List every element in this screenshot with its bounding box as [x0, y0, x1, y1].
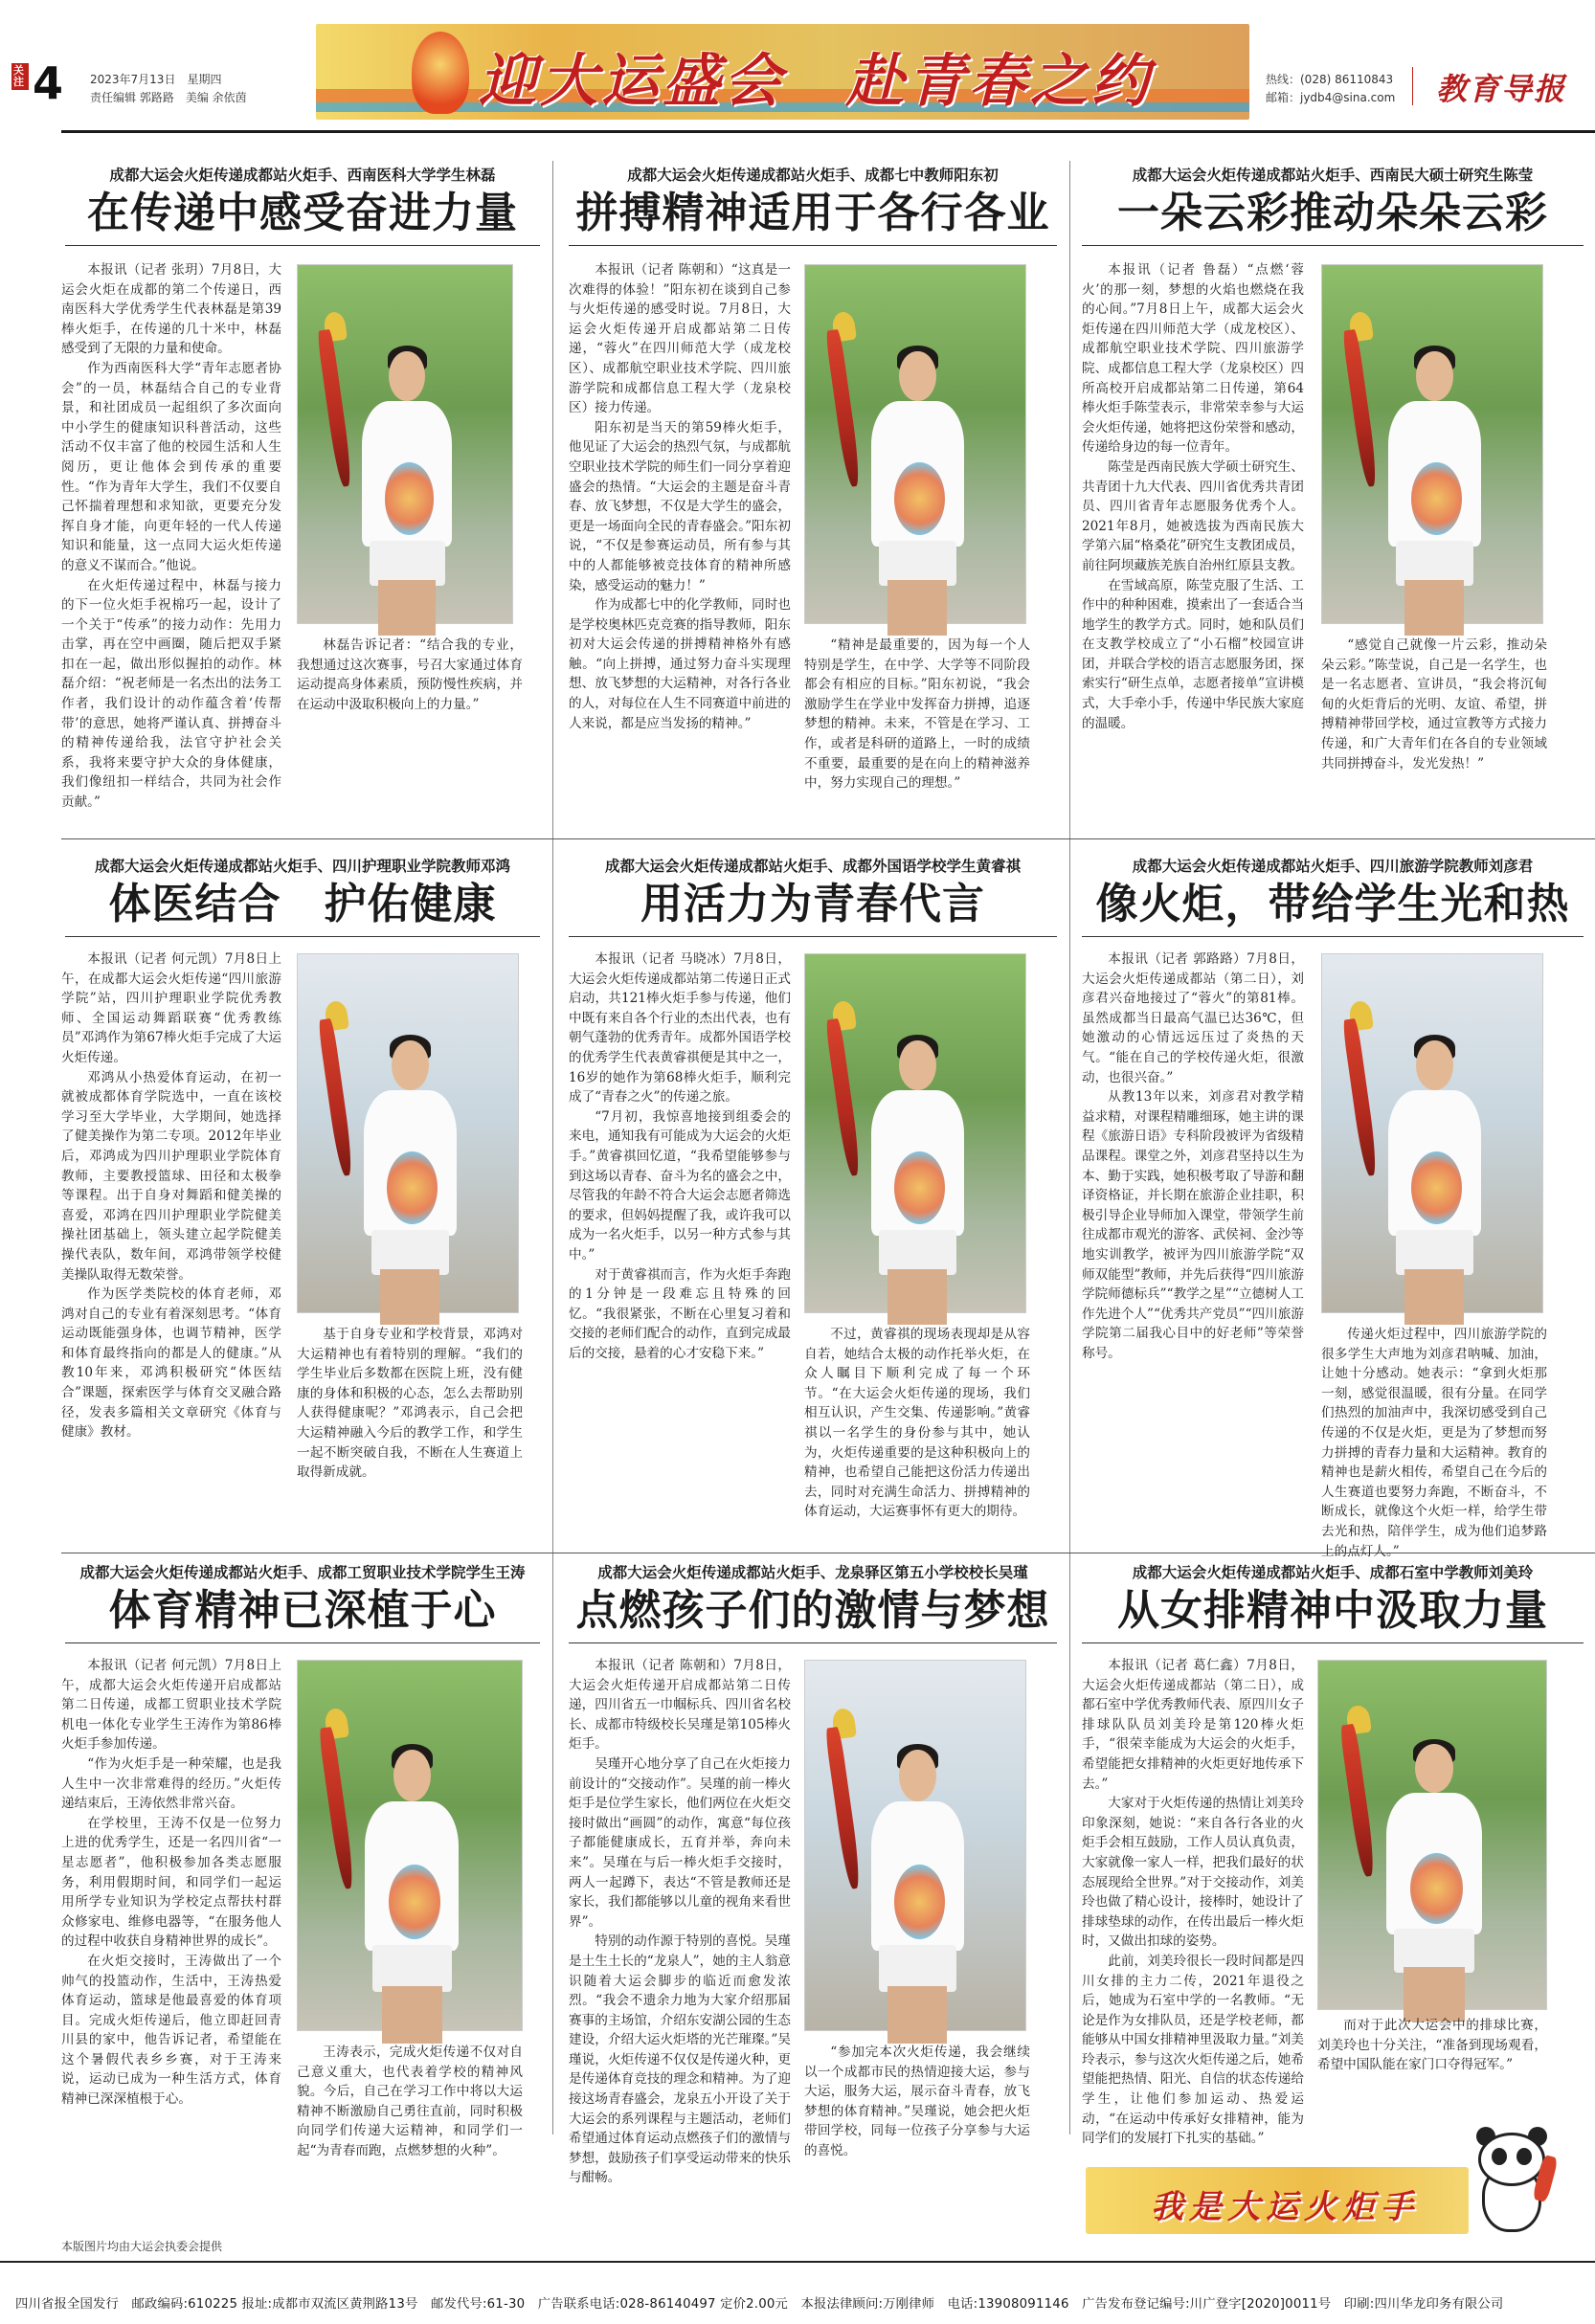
torchbearer-photo [297, 264, 513, 624]
article-body: 本报讯（记者 何元凯）7月8日上午，成都大运会火炬传递开启成都站第二日传递，成都工贸职业技术学院机电一体化专业学生王涛作为第86棒火炬手参加传递。 “作为火炬手是一种荣耀，也是我人生中一次非常难得的经历。”火炬传递结束后，王涛依然非常兴奋。 在学校里，王涛不仅是一位努力上进的优秀学生，还是一名四川省“一星志愿者”，他积极参加各类志愿服务，利用假期时间，和同学们一起运用所学专业知识为学校定点帮扶村群众修家电、维修电器等，“在服务他人的过程中收获自身精神世界的成长”。 在火炬交接时，王涛做出了一个帅气的投篮动作，生活中，王涛热爱体育运动，篮球是他最喜爱的体育项目。完成火炬传递后，他立即赶回青川县的家中，他告诉记者，希望能在这个暑假代表乡乡赛，对于王涛来说，运动已成为一种生活方式，体育精神已深深植根于心。 [61, 1658, 281, 2108]
torchbearer-photo [804, 1660, 1026, 2031]
article-body-cont: 林磊告诉记者：“结合我的专业，我想通过这次赛事，号召大家通过体育运动提高身体素质，预防慢性疾病，并在运动中汲取积极向上的力量。” [297, 637, 523, 712]
article-headline: 在传递中感受奋进力量 [87, 189, 518, 237]
article-liu-yanjun [1078, 856, 1587, 945]
article-yang-dongchu [565, 165, 1061, 254]
article-body-cont: 不过，黄睿祺的现场表现却是从容自若，她结合太极的动作托举火炬，在众人瞩目下顺利完成了每一个环节。“在大运会火炬传递的现场，我们相互认识，产生交集、传递影响。”黄睿祺以一名学生的身份参与其中，她认为，火炬传递重要的是这种积极向上的精神，也希望自己能把这份活力传递出去，同时对充满生命活力、拼搏精神的体育运动，大运赛事怀有更大的期待。 [804, 1327, 1030, 1520]
article-body-cont: 基于自身专业和学校背景，邓鸿对大运精神也有着特别的理解。“我们的学生毕业后多数都在医院上班，没有健康的身体和积极的心态，怎么去帮助别人获得健康呢？”邓鸿表示，自己会把大运精神融入今后的教学工作，和学生一起不断突破自我，不断在人生赛道上取得新成就。 [297, 1327, 523, 1481]
article-chen-ying [1078, 165, 1587, 254]
banner-slogan: 迎大运盛会 赴青春之约 [479, 48, 1153, 115]
article-deng-hong [61, 856, 544, 945]
article-lin-lei [61, 165, 544, 254]
email: 邮箱：jydb4@sina.com [1266, 91, 1396, 104]
issue-meta [90, 71, 247, 107]
article-body: 本报讯（记者 张玥）7月8日，大运会火炬在成都的第二个传递日，西南医科大学优秀学生代表林磊是第39棒火炬手，在传递的几十米中，林磊感受到了无限的力量和使命。 作为西南医科大学“青年志愿者协会”的一员，林磊结合自己的专业背景，和社团成员一起组织了多次面向中小学生的健康知识科普活动，这些活动不仅丰富了他的校园生活和人生阅历，更让他体会到传承的重要性。“作为青年大学生，我们不仅要自己怀揣着理想和求知欲，更要充分发挥自身才能，向更年轻的一代人传递知识和能量，这一点同大运火炬传递的意义不谋而合。”他说。 在火炬传递过程中，林磊与接力的下一位火炬手祝棉巧一起，设计了一个关于“传承”的接力动作：先用力击掌，再在空中画圈，随后把双手紧扣在一起，做出形似握拍的动作。林磊介绍：“祝老师是一名杰出的法务工作者，我们设计的动作蕴含着‘传帮带’的意思，她将严谨认真、拼搏奋斗的精神传递给我，法官守护社会关系，我将来要守护大众的身体健康，我们像纽扣一样结合，共同为社会作贡献。” [61, 262, 281, 811]
article-liu-meiling [1078, 1562, 1587, 1651]
article-wang-tao [61, 1562, 544, 1651]
article-headline: 从女排精神中汲取力量 [1117, 1586, 1548, 1635]
contact-info [1266, 71, 1395, 107]
article-body-cont: “精神是最重要的，因为每一个人特别是学生，在中学、大学等不同阶段都会有相应的目标。”阳东初说，“我会激励学生在学业中发挥奋力拼搏，追逐梦想的精神。未来，不管是在学习、工作，或者是科研的道路上，一时的成绩不重要，最重要的是在向上的精神滋养中，努力实现自己的理想。” [804, 637, 1030, 792]
article-body: 本报讯（记者 鲁磊）“点燃‘蓉火’的那一刻，梦想的火焰也燃烧在我的心间。”7月8日上午，成都大运会火炬传递在四川师范大学（成龙校区）、成都航空职业技术学院、四川旅游学院、成都信息工程大学（龙泉校区）四所高校开启成都站第二日传递，第64棒火炬手陈莹表示，非常荣幸参与大运会火炬传递，她将把这份荣誉和感动，传递给身边的每一位青年。 陈莹是西南民族大学硕士研究生、共青团十九大代表、四川省优秀共青团员、四川省青年志愿服务优秀个人。2021年8月，她被选拔为西南民族大学第六届“格桑花”研究生支教团成员，前往阿坝藏族羌族自治州红原县支教。 在雪域高原，陈莹克服了生活、工作中的种种困难，摸索出了一套适合当地学生的教学方式。同时，她和队员们在支教学校成立了“小石榴”校园宣讲团，并联合学校的语言志愿服务团，探索实行“研生点单，志愿者接单”宣讲模式，大手牵小手，传递中华民族大家庭的温暖。 [1082, 262, 1304, 731]
article-kicker: 成都大运会火炬传递成都站火炬手、成都七中教师阳东初 [627, 167, 999, 184]
article-kicker: 成都大运会火炬传递成都站火炬手、成都外国语学校学生黄睿祺 [604, 858, 1021, 875]
article-body: 本报讯（记者 郭路路）7月8日，大运会火炬传递成都站（第二日），刘彦君兴奋地接过了“蓉火”的第81棒。虽然成都当日最高气温已达36℃，但她激动的心情远远压过了炎热的天气。“能在自己的学校传递火炬，很激动，也很兴奋。” 从教13年以来，刘彦君对教学精益求精，对课程精雕细琢，她主讲的课程《旅游日语》专科阶段被评为省级精品课程。课堂之外，刘彦君坚持以生为本、勤于实践，她积极考取了导游和翻译资格证，并长期在旅游企业挂职，积极引导企业导师加入课堂，带领学生前往成都市观光的游客、武侯祠、金沙等地实训教学，被评为四川旅游学院“双师双能型”教师，并先后获得“四川旅游学院师德标兵”“教学之星”“立德树人工作先进个人”“优秀共产党员”“四川旅游学院第二届我心目中的好老师”等荣誉称号。 [1082, 951, 1304, 1361]
article-body-cont: 王涛表示，完成火炬传递不仅对自己意义重大，也代表着学校的精神风貌。今后，自己在学习工作中将以大运精神不断激励自己勇往直前，同时积极向同学们传递大运精神，和同学们一起“为青春而跑，点燃梦想的火种”。 [297, 2045, 523, 2158]
issue-date: 2023年7月13日 星期四 [90, 73, 222, 86]
panda-mascot-icon [1465, 2127, 1561, 2240]
article-huang-ruiqi [565, 856, 1061, 945]
torchbearer-photo [804, 953, 1026, 1313]
article-wu-jin [565, 1562, 1061, 1651]
bottom-banner [1086, 2167, 1469, 2234]
torchbearer-photo [804, 264, 1026, 624]
bottom-banner-text: 我是大运火炬手 [1151, 2188, 1419, 2226]
editors: 责任编辑 郭路路 美编 余依茵 [90, 91, 247, 104]
top-banner [316, 24, 1249, 120]
article-headline: 拼搏精神适用于各行各业 [575, 189, 1050, 237]
article-kicker: 成都大运会火炬传递成都站火炬手、四川旅游学院教师刘彦君 [1132, 858, 1534, 875]
paper-logo: 教育导报 [1436, 71, 1567, 107]
torchbearer-photo [297, 953, 519, 1313]
page-number: 关注 4 [13, 57, 64, 109]
masthead [0, 0, 1595, 120]
torchbearer-photo [297, 1660, 523, 2031]
article-headline: 体医结合 护佑健康 [108, 880, 497, 928]
article-kicker: 成都大运会火炬传递成都站火炬手、四川护理职业学院教师邓鸿 [94, 858, 510, 875]
article-body: 本报讯（记者 陈朝和）7月8日，大运会火炬传递开启成都站第二日传递，四川省五一巾帼标兵、四川省名校长、成都市特级校长吴瑾是第105棒火炬手。 吴瑾开心地分享了自己在火炬接力前设计的“交接动作”。吴瑾的前一棒火炬手是位学生家长，他们两位在火炬交接时做出“画圆”的动作，寓意“每位孩子都能健康成长，五育并举，奔向未来”。吴瑾在与后一棒火炬手交接时，两人一起蹲下，表达“不管是教师还是家长，我们都能够以儿童的视角来看世界”。 特别的动作源于特别的喜悦。吴瑾是土生土长的“龙泉人”，她的主人翁意识随着大运会脚步的临近而愈发浓烈。“我会不遗余力地为大家介绍那届赛事的主场馆，介绍东安湖公园的生态建设，介绍大运火炬塔的光芒璀璨。”吴瑾说，火炬传递不仅仅是传递火种，更是传递体育竞技的理念和精神。为了迎接这场青春盛会，龙泉五小开设了关于大运会的系列课程与主题活动，老师们希望通过体育运动点燃孩子们的激情与梦想，鼓励孩子们享受运动带来的快乐与酣畅。 [569, 1658, 791, 2186]
article-body-cont: 传递火炬过程中，四川旅游学院的很多学生大声地为刘彦君呐喊、加油，让她十分感动。她表示：“拿到火炬那一刻，感觉很温暖，很有分量。在同学们热烈的加油声中，我深切感受到自己传递的不仅是火炬，更是为了梦想而努力拼搏的青春力量和大运精神。教育的精神也是薪火相传，希望自己在今后的人生赛道也要努力奔跑，不断奋斗，不断成长，就像这个火炬一样，给学生带去光和热，陪伴学生，成为他们追梦路上的点灯人。” [1321, 1327, 1547, 1559]
row-divider [61, 838, 1595, 839]
torch-flame-icon [412, 32, 469, 114]
column-divider [1069, 161, 1070, 2134]
footer-info: 四川省报全国发行 邮政编码:610225 报址:成都市双流区黄荆路13号 邮发代号:61-30 广告联系电话:028-86140497 定价2.00元 本报法律顾问:万刚律师 电话:13908091146 广告发布登记编号:川广登字[2020]0011号 印刷:四川华龙印务有限公司 [15, 2297, 1504, 2312]
footer-rule [0, 2261, 1595, 2263]
hotline: 热线：(028) 86110843 [1266, 73, 1394, 86]
article-body: 本报讯（记者 陈朝和）“这真是一次难得的体验！”阳东初在谈到自己参与火炬传递的感受时说。7月8日，大运会火炬传递开启成都站第二日传递，“蓉火”在四川师范大学（成龙校区）、成都航空职业技术学院、四川旅游学院和成都信息工程大学（龙泉校区）接力传递。 阳东初是当天的第59棒火炬手，他见证了大运会的热烈气氛，与成都航空职业技术学院的师生们一同分享着迎盛会的热情。“大运会的主题是奋斗青春、放飞梦想，不仅是大学生的盛会，更是一场面向全民的青春盛会。”阳东初说，“不仅是参赛运动员，所有参与其中的人都能够被竞技体育的精神所感染，感受运动的魅力！” 作为成都七中的化学教师，同时也是学校奥林匹克竞赛的指导教师，阳东初对大运会传递的拼搏精神格外有感触。“向上拼搏，通过努力奋斗实现理想、放飞梦想的大运精神，对各行各业的人，对每位在人生不同赛道中前进的人来说，都是应当发扬的精神。” [569, 262, 791, 731]
edition-tag: 关注 [11, 63, 29, 90]
torchbearer-photo [1321, 953, 1543, 1313]
article-headline: 用活力为青春代言 [640, 880, 985, 928]
article-kicker: 成都大运会火炬传递成都站火炬手、西南民大硕士研究生陈莹 [1132, 167, 1534, 184]
article-kicker: 成都大运会火炬传递成都站火炬手、龙泉驿区第五小学校校长吴瑾 [597, 1564, 1028, 1581]
article-body-cont: “感觉自己就像一片云彩，推动朵朵云彩。”陈莹说，自己是一名学生，也是一名志愿者、宣讲员，“我会将沉甸甸的火炬背后的光明、友谊、希望，拼搏精神带回学校，通过宣教等方式接力传递，和广大青年们在各自的专业领域共同拼搏奋斗，发光发热！” [1321, 637, 1547, 771]
top-rule [61, 130, 1595, 133]
article-headline: 体育精神已深植于心 [108, 1586, 497, 1635]
torchbearer-photo [1321, 264, 1543, 624]
article-kicker: 成都大运会火炬传递成都站火炬手、成都工贸职业技术学院学生王涛 [79, 1564, 526, 1581]
article-body: 本报讯（记者 马晓冰）7月8日，大运会火炬传递成都站第二传递日正式启动，共121棒火炬手参与传递，他们中既有来自各个行业的杰出代表，也有朝气蓬勃的优秀青年。成都外国语学校的优秀学生代表黄睿祺便是其中之一，16岁的她作为第68棒火炬手，顺利完成了“青春之火”的传递之旅。 “7月初，我惊喜地接到组委会的来电，通知我有可能成为大运会的火炬手。”黄睿祺回忆道，“我希望能够参与到这场以青春、奋斗为名的盛会之中，尽管我的年龄不符合大运会志愿者筛选的要求，但妈妈提醒了我，或许我可以成为一名火炬手，以另一种方式参与其中。” 对于黄睿祺而言，作为火炬手奔跑的1分钟是一段难忘且特殊的回忆。“我很紧张，不断在心里复习着和交接的老师们配合的动作，直到完成最后的交接，悬着的心才安稳下来。” [569, 951, 791, 1361]
article-headline: 一朵云彩推动朵朵云彩 [1117, 189, 1548, 237]
article-body-cont: 而对于此次大运会中的排球比赛，刘美玲也十分关注，“准备到现场观看，希望中国队能在家门口夺得冠军。” [1317, 2018, 1547, 2073]
column-divider [552, 161, 553, 2134]
torchbearer-photo [1317, 1660, 1547, 2010]
article-body-cont: “参加完本次火炬传递，我会继续以一个成都市民的热情迎接大运，参与大运，服务大运，展示奋斗青春，放飞梦想的体育精神。”吴瑾说，她会把火炬带回学校，同每一位孩子分享参与大运的喜悦。 [804, 2045, 1030, 2158]
article-body: 本报讯（记者 何元凯）7月8日上午，在成都大运会火炬传递“四川旅游学院”站，四川护理职业学院优秀教师、全国运动舞蹈联赛“优秀教练员”邓鸿作为第67棒火炬手完成了大运火炬传递。 邓鸿从小热爱体育运动，在初一就被成都体育学院选中，一直在该校学习至大学毕业，大学期间，她选择了健美操作为第二专项。2012年毕业后，邓鸿成为四川护理职业学院体育教师，主要教授篮球、田径和太极拳等课程。出于自身对舞蹈和健美操的喜爱，邓鸿在四川护理职业学院健美操社团基础上，领头建立起学院健美操代表队，数年间，邓鸿带领学校健美操队取得无数荣誉。 作为医学类院校的体育老师，邓鸿对自己的专业有着深刻思考。“体育运动既能强身体，也调节精神，医学和体育最终指向的都是人的健康。”从教10年来，邓鸿积极研究“体医结合”课题，探索医学与体育交叉融合路径，发表多篇相关文章研究《体育与健康》教材。 [61, 951, 281, 1441]
article-kicker: 成都大运会火炬传递成都站火炬手、成都石室中学教师刘美玲 [1132, 1564, 1534, 1581]
article-body: 本报讯（记者 葛仁鑫）7月8日，大运会火炬传递成都站（第二日），成都石室中学优秀教师代表、原四川女子排球队队员刘美玲是第120棒火炬手，“很荣幸能成为大运会的火炬手，希望能把女排精神的火炬更好地传承下去。” 大家对于火炬传递的热情让刘美玲印象深刻，她说：“来自各行各业的火炬手会相互鼓励，工作人员认真负责，大家就像一家人一样，把我们最好的状态展现给全世界。”对于交接动作，刘美玲也做了精心设计，接棒时，她设计了排球垫球的动作，在传出最后一棒火炬时，又做出扣球的姿势。 此前，刘美玲很长一段时间都是四川女排的主力二传，2021年退役之后，她成为石室中学的一名教师。“无论是作为女排队员，还是学校老师，都能够从中国女排精神里汲取力量。”刘美玲表示，参与这次火炬传递之后，她希望能把热情、阳光、自信的状态传递给学生，让他们参加运动、热爱运动，“在运动中传承好女排精神，能为同学们的发展打下扎实的基础。” [1082, 1658, 1304, 2147]
article-headline: 点燃孩子们的激情与梦想 [575, 1586, 1050, 1635]
article-headline: 像火炬，带给学生光和热 [1095, 880, 1570, 928]
article-kicker: 成都大运会火炬传递成都站火炬手、西南医科大学学生林磊 [109, 167, 496, 184]
photo-credit: 本版图片均由大运会执委会提供 [61, 2240, 223, 2253]
